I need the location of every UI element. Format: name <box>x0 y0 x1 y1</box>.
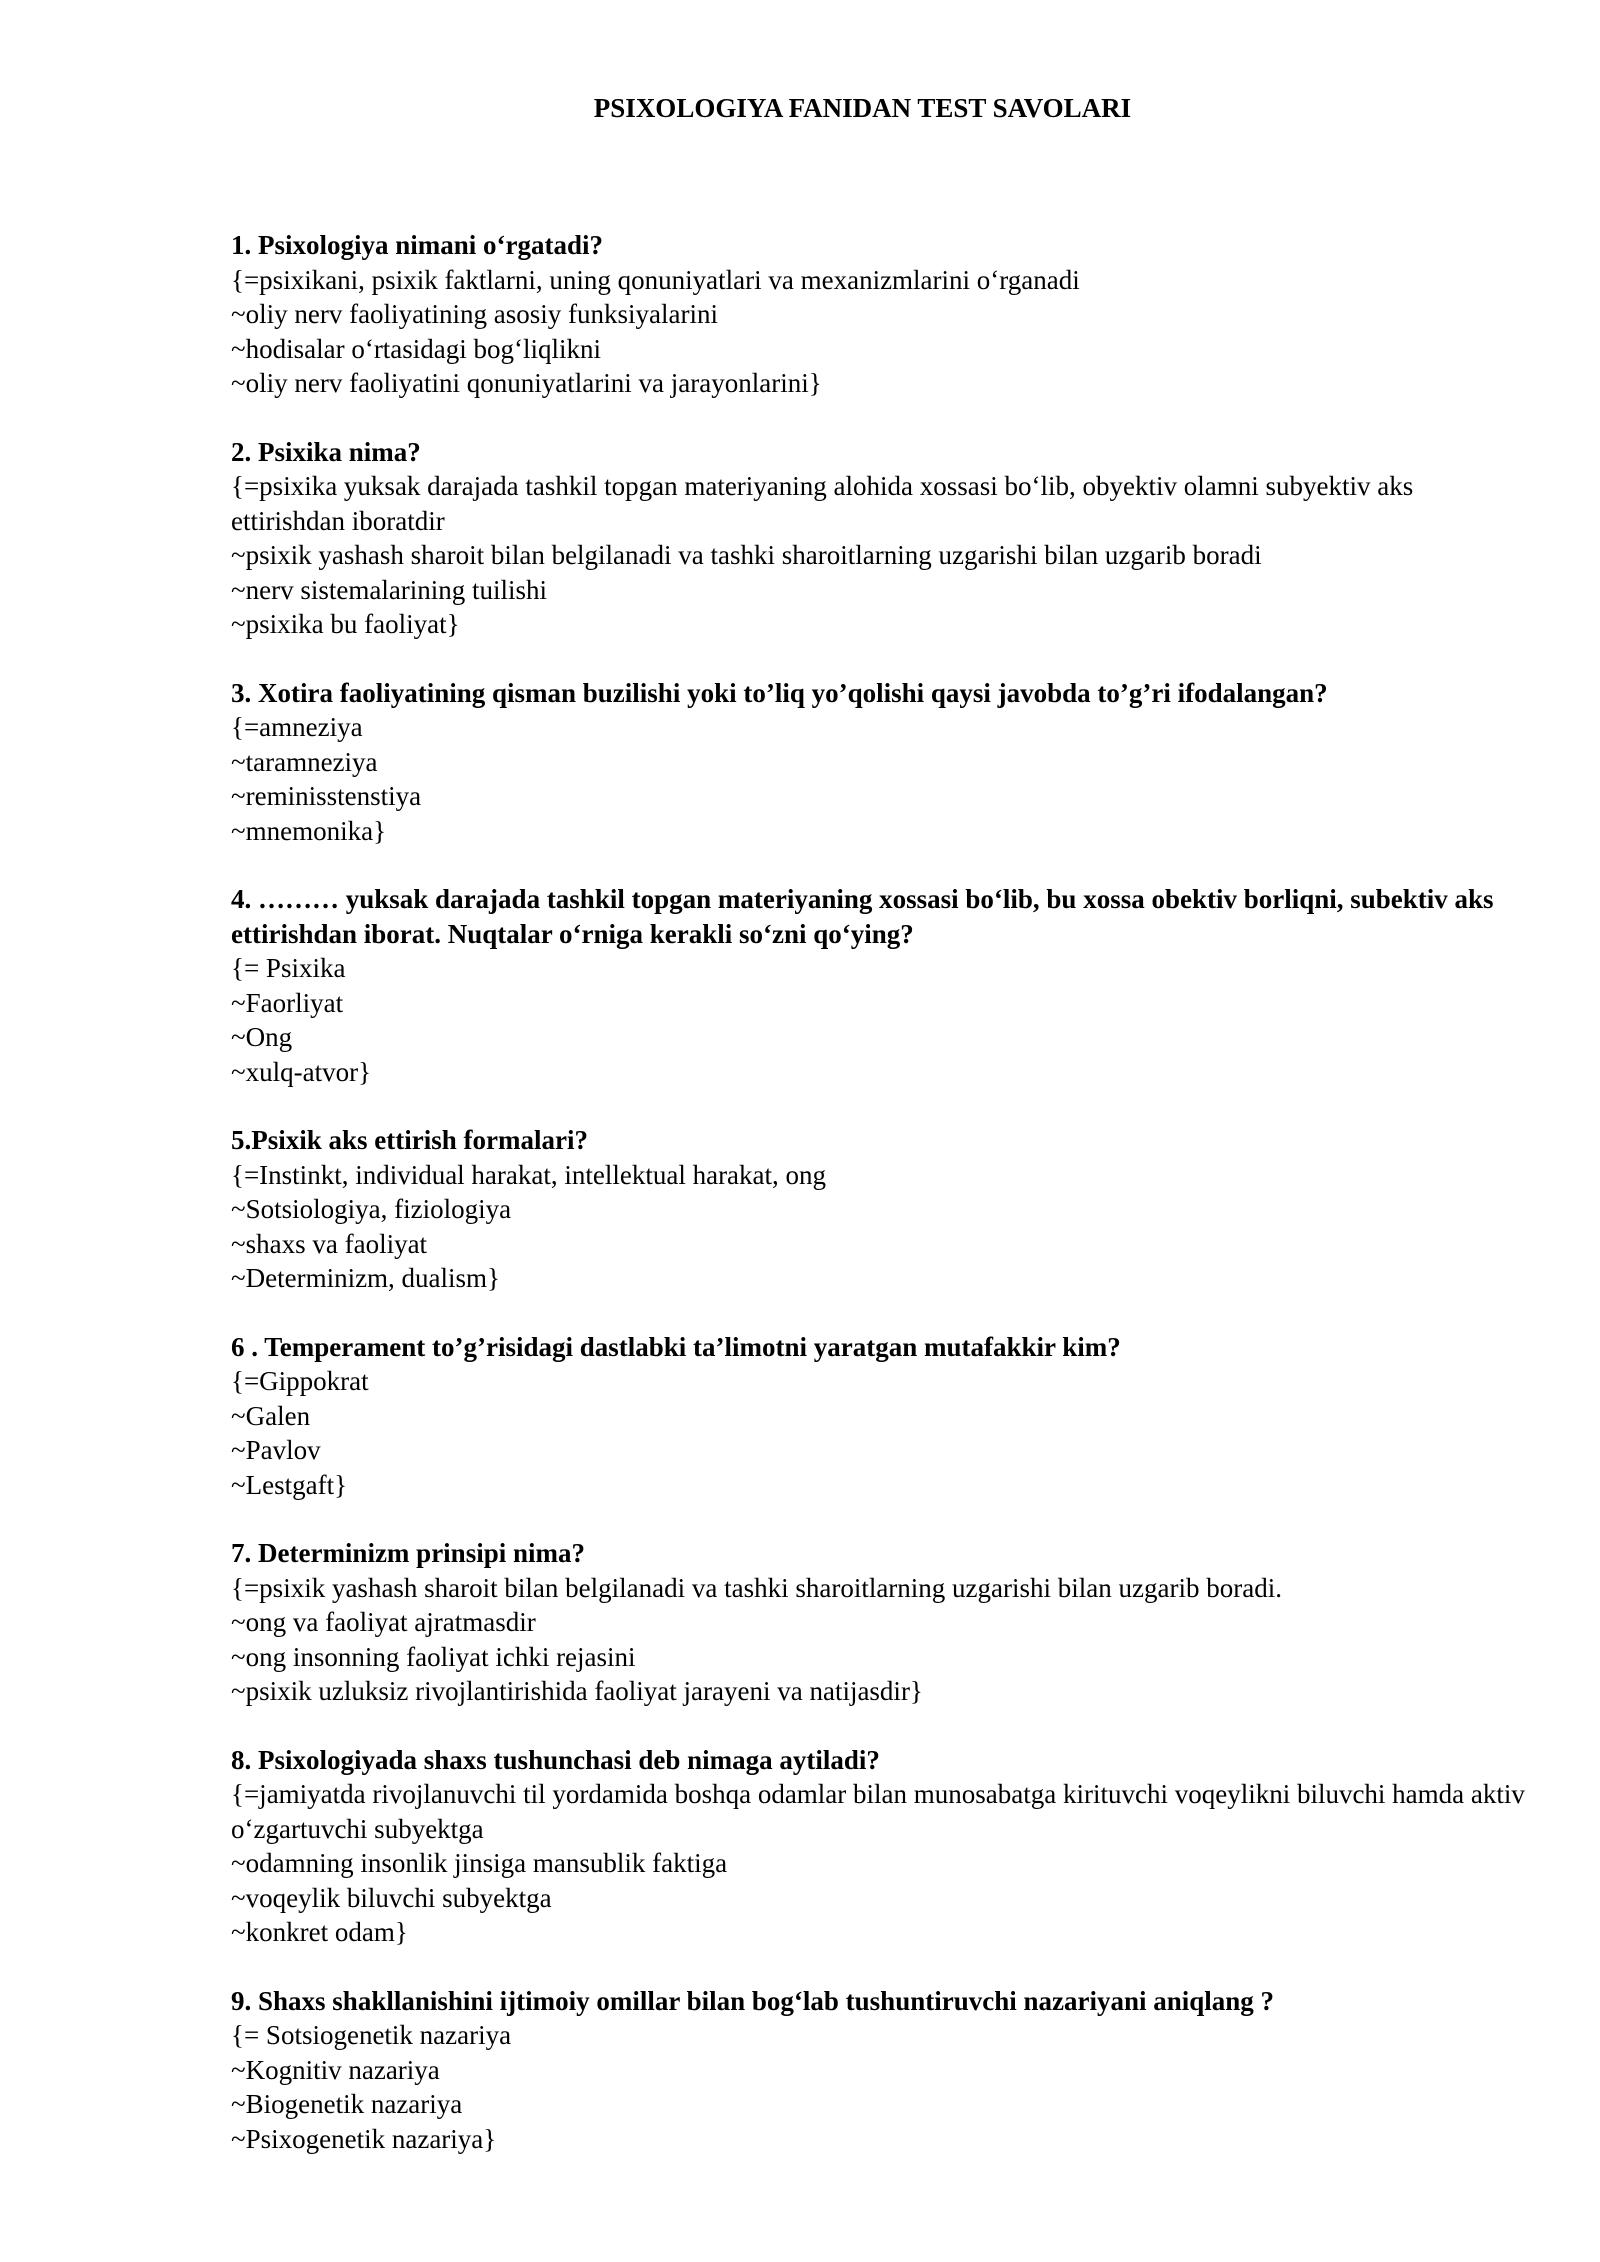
answer-list <box>231 1364 1531 1502</box>
answer-option: ~taramneziya <box>231 746 378 777</box>
question-text: 8. Psixologiyada shaxs tushunchasi deb nimaga aytiladi? <box>231 1744 880 1775</box>
question-1 <box>231 228 1531 401</box>
answer-option: ~oliy nerv faoliyatining asosiy funksiyalarini <box>231 299 719 329</box>
question-4 <box>231 882 1531 1089</box>
answer-correct: {=amneziya <box>231 712 363 742</box>
answer-list <box>231 1158 1531 1296</box>
answer-list <box>231 951 1531 1089</box>
answer-option: ~nerv sistemalarining tuilishi <box>231 574 548 605</box>
question-text: 6 . Temperament to’g’risidagi dastlabki ta’limotni yaratgan mutafakkir kim? <box>231 1331 1121 1362</box>
answer-list <box>231 469 1531 642</box>
question-5 <box>231 1123 1531 1296</box>
answer-list <box>231 263 1531 401</box>
answer-option: ~Kognitiv nazariya <box>231 2054 440 2085</box>
question-text: 5.Psixik aks ettirish formalari? <box>231 1125 588 1155</box>
answer-correct: {=psixikani, psixik faktlarni, uning qonuniyatlari va mexanizmlarini o‘rganadi <box>231 264 1080 295</box>
question-text: 7. Determinizm prinsipi nima? <box>231 1538 585 1568</box>
answer-option: ~hodisalar o‘rtasidagi bog‘liqlikni <box>231 333 602 364</box>
answer-option: ~Galen <box>231 1400 311 1431</box>
answer-option: ~mnemonika} <box>231 815 387 846</box>
answer-list <box>231 1571 1531 1709</box>
answer-list <box>231 1777 1531 1950</box>
question-text: 1. Psixologiya nimani o‘rgatadi? <box>231 230 604 260</box>
answer-option: ~Pavlov <box>231 1435 321 1465</box>
answer-option: ~xulq-atvor} <box>231 1056 372 1087</box>
answer-option: ~shaxs va faoliyat <box>231 1228 428 1259</box>
answer-option: ~oliy nerv faoliyatini qonuniyatlarini va jarayonlarini} <box>231 368 822 398</box>
answer-option: ~Determinizm, dualism} <box>231 1263 501 1293</box>
answer-option: ~psixik uzluksiz rivojlantirishida faoliyat jarayeni va natijasdir} <box>231 1676 923 1706</box>
question-7 <box>231 1536 1531 1709</box>
answer-option: ~ong insonning faoliyat ichki rejasini <box>231 1641 636 1672</box>
answer-option: ~reminisstenstiya <box>231 781 422 811</box>
answer-option: ~voqeylik biluvchi subyektga <box>231 1882 552 1913</box>
answer-correct: {= Psixika <box>231 953 346 983</box>
answer-correct: {=psixik yashash sharoit bilan belgilanadi va tashki sharoitlarning uzgarishi bilan uzgarib boradi. <box>231 1572 1282 1603</box>
question-text: 3. Xotira faoliyatining qisman buzilishi yoki to’liq yo’qolishi qaysi javobda to’g’ri ifodalangan? <box>231 677 1328 708</box>
answer-option: ~odamning insonlik jinsiga mansublik faktiga <box>231 1848 728 1878</box>
question-3 <box>231 676 1531 849</box>
answer-list <box>231 710 1531 848</box>
answer-option: ~konkret odam} <box>231 1917 408 1947</box>
answer-correct: {=Instinkt, individual harakat, intellektual harakat, ong <box>231 1159 827 1190</box>
answer-option: ~psixika bu faoliyat} <box>231 609 460 639</box>
answer-option: ~Biogenetik nazariya <box>231 2089 463 2119</box>
answer-option: ~Faorliyat <box>231 987 344 1018</box>
answer-correct: {= Sotsiogenetik nazariya <box>231 2020 512 2050</box>
question-9 <box>231 1984 1531 2157</box>
question-6 <box>231 1330 1531 1503</box>
answer-option: ~psixik yashash sharoit bilan belgilanadi va tashki sharoitlarning uzgarishi bilan uzgarib boradi <box>231 540 1262 570</box>
answer-list <box>231 2018 1531 2156</box>
question-8 <box>231 1743 1531 1950</box>
question-list <box>231 228 1531 2190</box>
answer-option: ~Lestgaft} <box>231 1469 348 1500</box>
question-text: 2. Psixika nima? <box>231 436 421 467</box>
answer-option: ~Sotsiologiya, fiziologiya <box>231 1194 512 1224</box>
answer-correct: {=jamiyatda rivojlanuvchi til yordamida boshqa odamlar bilan munosabatga kirituvchi voqeylikni biluvchi hamda aktiv o‘zgartuvchi subyektga <box>231 1779 1525 1844</box>
question-2 <box>231 435 1531 642</box>
answer-option: ~Psixogenetik nazariya} <box>231 2123 497 2154</box>
answer-correct: {=Gippokrat <box>231 1366 369 1396</box>
answer-option: ~ong va faoliyat ajratmasdir <box>231 1607 536 1637</box>
question-text: 4. ……… yuksak darajada tashkil topgan materiyaning xossasi bo‘lib, bu xossa obektiv borliqni, subektiv aks ettirishdan iborat. Nuqtalar o‘rniga kerakli so‘zni qo‘ying? <box>231 884 1494 949</box>
question-text: 9. Shaxs shakllanishini ijtimoiy omillar bilan bog‘lab tushuntiruvchi nazariyani aniqlang ? <box>231 1985 1275 2016</box>
answer-option: ~Ong <box>231 1022 293 1052</box>
document-title: PSIXOLOGIYA FANIDAN TEST SAVOLARI <box>593 93 1132 123</box>
answer-correct: {=psixika yuksak darajada tashkil topgan materiyaning alohida xossasi bo‘lib, obyektiv olamni subyektiv aks ettirishdan iboratdir <box>231 471 1414 536</box>
